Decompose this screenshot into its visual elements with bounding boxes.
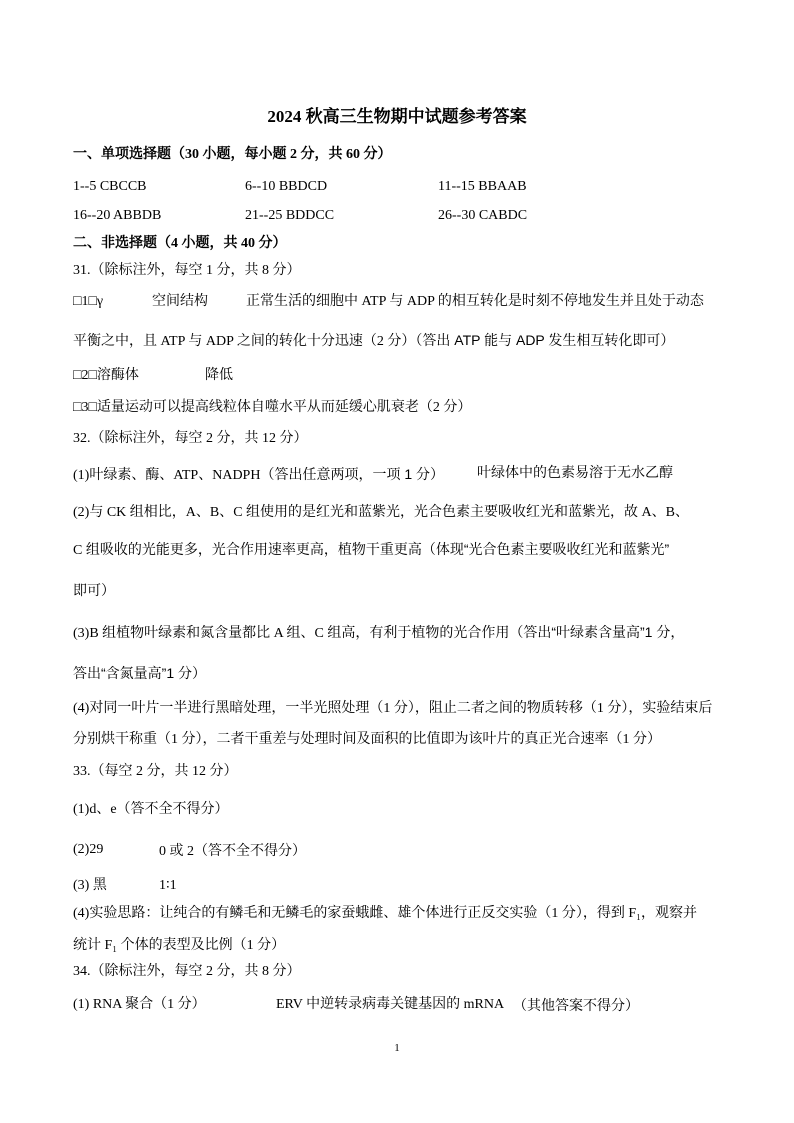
q33-header: 33.（每空 2 分，共 12 分） xyxy=(73,764,238,779)
q33-answer-4-line1: (4)实验思路：让纯合的有鳞毛和无鳞毛的家蚕蛾雌、雄个体进行正反交实验（1 分），得到 F₁，观察并 xyxy=(73,906,697,921)
q34-answer-1-note: （其他答案不得分） xyxy=(513,997,639,1013)
q32-answer-2-line2 xyxy=(73,539,669,559)
mc-answer-group: 1--5 CBCCB xyxy=(73,179,147,194)
q32-answer-4-line1: (4)对同一叶片一半进行黑暗处理，一半光照处理（1 分），阻止二者之间的物质转移（1 分），实验结束后 xyxy=(73,701,713,716)
q31-answer-1d: 平衡之中，且 ATP 与 ADP 之间的转化十分迅速（2 分） xyxy=(73,334,416,349)
mc-answer-group: 6--10 BBDCD xyxy=(245,179,328,194)
q32-answer-3-note: （答出“叶绿素含量高”1 分， xyxy=(509,624,685,640)
q33-answer-1 xyxy=(73,798,229,818)
q32-answer-3-text: (3)B 组植物叶绿素和氮含量都比 A 组、C 组高，有利于植物的光合作用 xyxy=(73,626,510,641)
mc-answer-group: 21--25 BDDCC xyxy=(245,208,335,223)
q32-answer-3-line1 xyxy=(73,622,684,642)
q33-answer-2a: (2)29 xyxy=(73,842,104,857)
q32-answer-1b: 叶绿体中的色素易溶于无水乙醇 xyxy=(477,466,673,481)
q32-answer-3-note-cont: 答出“含氮量高”1 分） xyxy=(73,665,206,681)
q33-answer-2b: 0 或 2 xyxy=(159,844,194,859)
q31-answer-3: □3□适量运动可以提高线粒体自噬水平从而延缓心肌衰老（2 分） xyxy=(73,400,472,415)
q32-answer-1a: (1)叶绿素、酶、ATP、NADPH xyxy=(73,468,261,483)
q33-answer-2 xyxy=(73,840,723,860)
q31-answer-1a: □1□γ xyxy=(73,294,104,309)
mc-answer-row xyxy=(73,177,723,197)
q33-answer-1-note: （答不全不得分） xyxy=(116,800,229,816)
q32-answer-1 xyxy=(73,464,723,484)
q31-answer-1 xyxy=(73,292,723,312)
mc-answer-row xyxy=(73,206,723,226)
mc-answer-group: 11--15 BBAAB xyxy=(438,179,527,194)
q31-answer-1-note: （答出 ATP 能与 ADP 发生相互转化即可） xyxy=(415,332,675,348)
q31-answer-1-cont xyxy=(73,330,674,350)
q31-header: 31.（除标注外，每空 1 分，共 8 分） xyxy=(73,263,301,278)
q33-answer-3 xyxy=(73,876,723,896)
q31-answer-1b: 空间结构 xyxy=(152,294,208,309)
mc-answer-group: 16--20 ABBDB xyxy=(73,208,162,223)
q32-answer-4-line2: 分别烘干称重（1 分），二者干重差与处理时间及面积的比值即为该叶片的真正光合速率（1 分） xyxy=(73,732,661,747)
q33-answer-3a: (3) 黑 xyxy=(73,878,107,893)
section-1-heading: 一、单项选择题（30 小题，每小题 2 分，共 60 分） xyxy=(73,147,392,162)
section-2-heading: 二、非选择题（4 小题，共 40 分） xyxy=(73,236,287,251)
q33-answer-2-note: （答不全不得分） xyxy=(194,842,306,858)
q31-answer-2b: 降低 xyxy=(205,368,233,383)
q33-answer-1-text: (1)d、e xyxy=(73,802,117,817)
q32-answer-2-text: C 组吸收的光能更多，光合作用速率更高，植物干重更高 xyxy=(73,543,422,558)
q34-header: 34.（除标注外，每空 2 分，共 8 分） xyxy=(73,964,301,979)
q32-answer-1-note: （答出任意两项，一项 1 分） xyxy=(260,466,445,482)
q32-answer-2-note: （体现“光合色素主要吸收红光和蓝紫光” xyxy=(421,541,670,557)
q31-answer-1c: 正常生活的细胞中 ATP 与 ADP 的相互转化是时刻不停地发生并且处于动态 xyxy=(246,294,704,309)
q31-answer-2 xyxy=(73,366,723,386)
q32-answer-2-note-cont: 即可） xyxy=(73,582,115,598)
mc-answer-group: 26--30 CABDC xyxy=(438,208,528,223)
q34-answer-1 xyxy=(73,995,723,1015)
q34-answer-1a: (1) RNA 聚合（1 分） xyxy=(73,997,206,1012)
q31-answer-2a: □2□溶酶体 xyxy=(73,368,139,383)
page-title: 2024 秋高三生物期中试题参考答案 xyxy=(267,107,527,126)
q32-header: 32.（除标注外，每空 2 分，共 12 分） xyxy=(73,431,308,446)
q33-answer-4-line2: 统计 F₁ 个体的表型及比例（1 分） xyxy=(73,938,286,953)
q33-answer-3b: 1∶1 xyxy=(159,878,177,893)
q32-answer-2-line1: (2)与 CK 组相比，A、B、C 组使用的是红光和蓝紫光，光合色素主要吸收红光和蓝紫光，故 A、B、 xyxy=(73,505,690,520)
q34-answer-1b: ERV 中逆转录病毒关键基因的 mRNA xyxy=(276,997,505,1012)
page-number: 1 xyxy=(394,1042,400,1054)
